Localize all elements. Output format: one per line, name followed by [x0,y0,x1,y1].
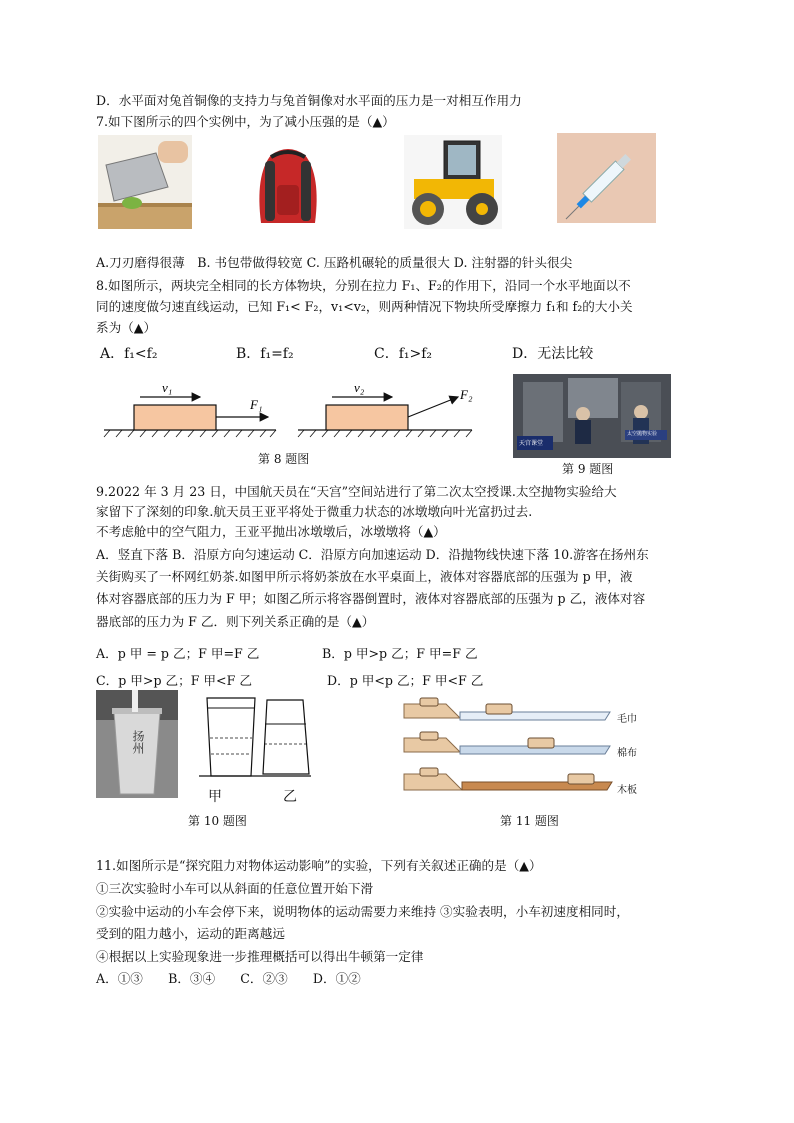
photo-overlay-right: 太空抛物实验 [627,431,658,437]
backpack-photo [241,135,335,229]
q9-stem-line3: 不考虑舱中的空气阻力，王亚平抛出冰墩墩后，冰墩墩将（▲） [96,524,446,539]
q10-stem-line2: 关街购买了一杯网红奶茶.如图甲所示将奶茶放在水平桌面上，液体对容器底部的压强为 p 甲，液 [96,569,633,584]
q10-option-b: B．p 甲>p 乙；F 甲=F 乙 [322,646,478,661]
q9-caption: 第 9 题图 [562,462,614,476]
q8-stem-line3: 系为（▲） [96,320,157,335]
q11-statement-1: ①三次实验时小车可以从斜面的任意位置开始下滑 [96,881,374,896]
surface-label-cotton: 棉布 [617,748,637,759]
syringe-photo [557,133,656,223]
q8-option-a: A．f₁<f₂ [100,346,158,362]
q11-slope-diagram [400,690,615,800]
f1-label: F₁ [250,397,263,412]
f2-label: F₂ [460,387,473,402]
q8-caption: 第 8 题图 [258,452,310,466]
milk-tea-photo [96,690,178,798]
q11-statement-3: 受到的阻力越小，运动的距离越远 [96,926,285,941]
space-station-photo [513,374,671,458]
v2-label: v₂ [354,380,365,395]
cup-text: 扬州 [131,730,145,754]
q7-options: A.刀刃磨得很薄 B. 书包带做得较宽 C. 压路机碾轮的质量很大 D. 注射器的针头很尖 [96,255,573,270]
knife-photo [98,135,192,229]
q11-statement-2: ②实验中运动的小车会停下来，说明物体的运动需要力来维持 ③实验表明，小车初速度相同时， [96,904,629,919]
q10-option-a: A．p 甲 = p 乙；F 甲=F 乙 [96,646,260,661]
q10-option-c: C．p 甲>p 乙；F 甲<F 乙 [96,673,252,688]
q10-stem-line4: 器底部的压力为 F 乙．则下列关系正确的是（▲） [96,614,375,629]
q9-stem-line2: 家留下了深刻的印象.航天员王亚平将处于微重力状态的冰墩墩向叶光富扔过去. [96,504,533,519]
q11-options: A．①③ B．③④ C．②③ D．①② [96,971,361,986]
label-yi: 乙 [283,789,297,805]
q8-option-b: B．f₁=f₂ [236,346,294,362]
q8-option-c: C．f₁>f₂ [374,346,433,362]
q8-stem-line1: 8.如图所示，两块完全相同的长方体物块，分别在拉力 F₁、F₂的作用下，沿同一个水平地面以不 [96,278,631,293]
label-jia: 甲 [208,789,222,805]
road-roller-photo [404,135,502,229]
v1-label: v₁ [162,380,173,395]
q7-stem: 7.如下图所示的四个实例中，为了减小压强的是（▲） [96,114,395,129]
q8-option-d: D．无法比较 [512,346,594,362]
q6-option-d: D．水平面对兔首铜像的支持力与兔首铜像对水平面的压力是一对相互作用力 [96,93,522,108]
q8-diagram [100,375,480,445]
q11-caption: 第 11 题图 [500,814,559,828]
q11-statement-4: ④根据以上实验现象进一步推理概括可以得出牛顿第一定律 [96,949,424,964]
q9-stem-line1: 9.2022 年 3 月 23 日，中国航天员在“天宫”空间站进行了第二次太空授课.太空抛物实验给大 [96,484,617,499]
surface-label-wood: 木板 [617,785,637,796]
q8-stem-line2: 同的速度做匀速直线运动，已知 F₁< F₂，v₁<v₂，则两种情况下物块所受摩擦力 f₁和 f₂的大小关 [96,299,633,314]
q11-stem: 11.如图所示是“探究阻力对物体运动影响”的实验，下列有关叙述正确的是（▲） [96,858,542,873]
photo-overlay-left: 天宫课堂 [519,440,544,447]
q10-option-d: D．p 甲<p 乙；F 甲<F 乙 [327,673,484,688]
q10-stem-start: 10.游客在扬州东 [553,547,649,562]
surface-label-towel: 毛巾 [617,714,637,725]
q10-caption: 第 10 题图 [188,814,247,828]
q9-options-text: A．竖直下落 B．沿原方向匀速运动 C．沿原方向加速运动 D．沿抛物线快速下落 [96,547,550,562]
q9-options [96,546,649,564]
q10-stem-line3: 体对容器底部的压力为 F 甲；如图乙所示将容器倒置时，液体对容器底部的压强为 p 乙，液体对容 [96,591,646,606]
